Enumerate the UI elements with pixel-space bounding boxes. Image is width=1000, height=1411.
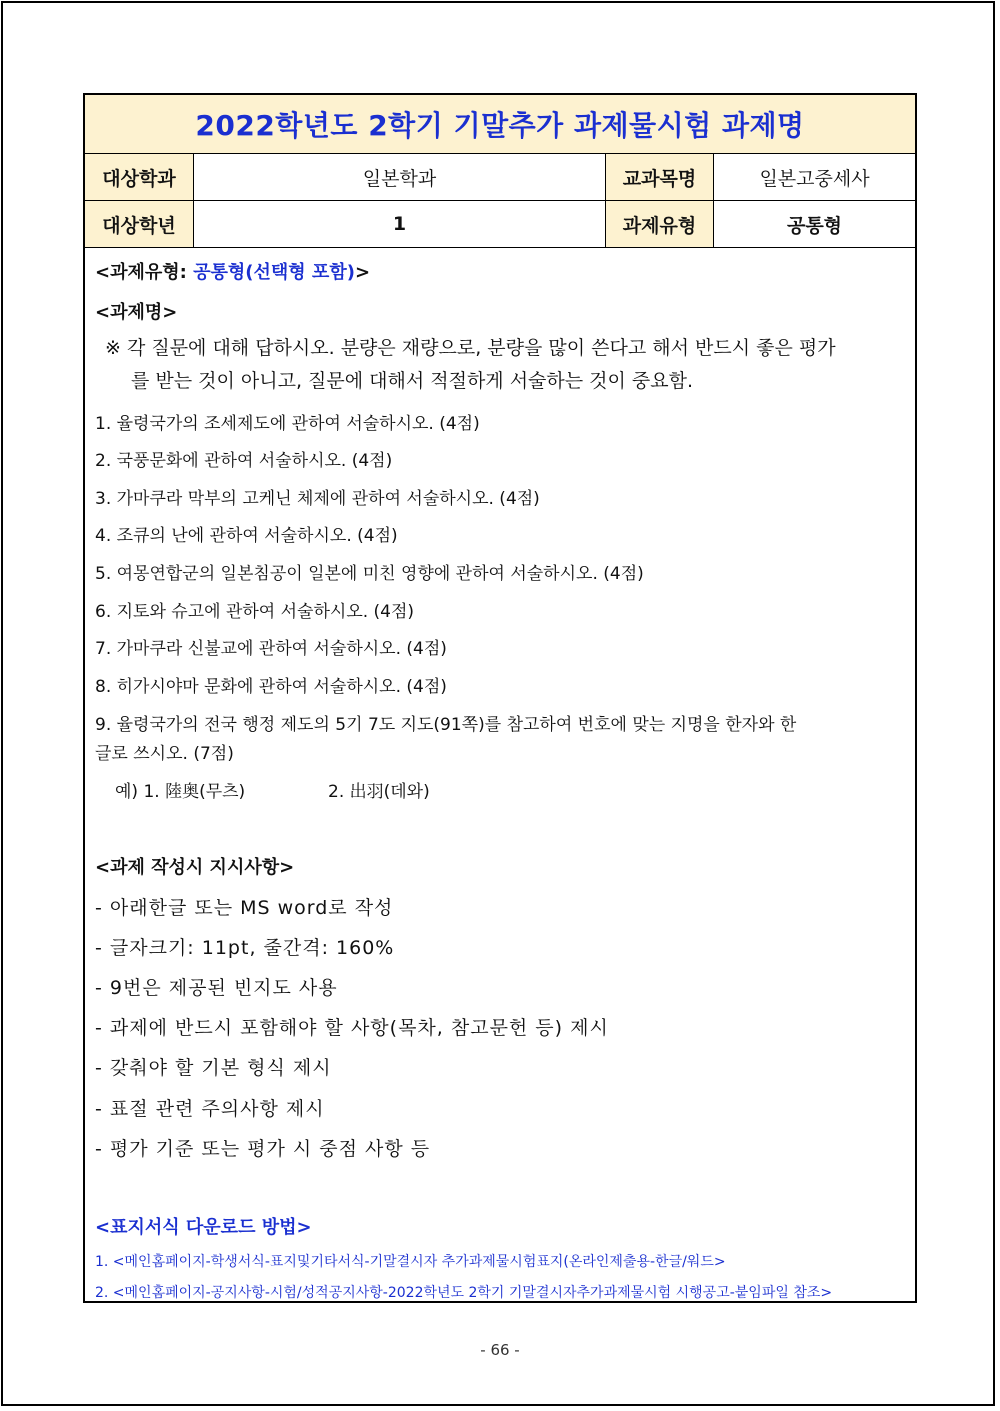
subject-value: 일본고중세사	[759, 167, 870, 190]
instruction-3: - 9번은 제공된 빈지도 사용	[95, 977, 338, 999]
year-label: 대상학년	[85, 201, 194, 247]
type-heading-suffix: >	[354, 262, 371, 283]
instruction-2: - 글자크기: 11pt, 줄간격: 160%	[95, 937, 395, 959]
download-item-1: 1. <메인홈페이지-학생서식-표지및기타서식-기말결시자 추가과제물시험표지(온라인제출용-한글/워드>	[95, 1254, 726, 1270]
question-9-line-1: 9. 율령국가의 전국 행정 제도의 5기 7도 지도(91쪽)를 참고하여 번호에 맞는 지명을 한자와 한	[95, 715, 797, 735]
type-heading	[95, 258, 905, 284]
instruction-5: - 갖춰야 할 기본 형식 제시	[95, 1057, 332, 1079]
dept-label: 대상학과	[85, 154, 194, 200]
instruction-7: - 평가 기준 또는 평가 시 중점 사항 등	[95, 1138, 431, 1160]
question-8: 8. 히가시야마 문화에 관하여 서술하시오. (4점)	[95, 677, 447, 697]
info-row-1	[85, 154, 915, 201]
instruction-4: - 과제에 반드시 포함해야 할 사항(목차, 참고문헌 등) 제시	[95, 1017, 609, 1039]
question-7: 7. 가마쿠라 신불교에 관하여 서술하시오. (4점)	[95, 639, 447, 659]
question-3: 3. 가마쿠라 막부의 고케닌 체제에 관하여 서술하시오. (4점)	[95, 489, 540, 509]
download-item-2: 2. <메인홈페이지-공지사항-시험/성적공지사항-2022학년도 2학기 기말결시자추가과제물시험 시행공고-붙임파일 참조>	[95, 1285, 833, 1301]
type-heading-prefix: <과제유형:	[95, 262, 194, 283]
instruction-6: - 표절 관련 주의사항 제시	[95, 1098, 325, 1120]
question-9-line-2: 글로 쓰시오. (7점)	[95, 744, 234, 764]
page-number: - 66 -	[480, 1341, 520, 1359]
notice	[105, 332, 905, 398]
type-label: 과제유형	[606, 201, 714, 247]
sheet-title: 2022학년도 2학기 기말추가 과제물시험 과제명	[85, 95, 915, 154]
question-4: 4. 조큐의 난에 관하여 서술하시오. (4점)	[95, 526, 398, 546]
task-heading: <과제명>	[95, 302, 178, 323]
instruction-heading: <과제 작성시 지시사항>	[95, 857, 295, 878]
instruction-1: - 아래한글 또는 MS word로 작성	[95, 897, 394, 919]
example-a: 예) 1. 陸奥(무츠)	[115, 782, 246, 802]
dept-value: 일본학과	[194, 154, 606, 200]
question-6: 6. 지토와 슈고에 관하여 서술하시오. (4점)	[95, 602, 415, 622]
assignment-sheet	[83, 93, 917, 1303]
type-heading-value: 공통형(선택형 포함)	[193, 262, 355, 283]
question-2: 2. 국풍문화에 관하여 서술하시오. (4점)	[95, 451, 393, 471]
example-b: 2. 出羽(데와)	[328, 782, 430, 802]
info-row-2	[85, 201, 915, 248]
notice-line-2: 를 받는 것이 아니고, 질문에 대해서 적절하게 서술하는 것이 중요함.	[131, 370, 693, 392]
question-5: 5. 여몽연합군의 일본침공이 일본에 미친 영향에 관하여 서술하시오. (4점)	[95, 564, 644, 584]
notice-line-1: ※ 각 질문에 대해 답하시오. 분량은 재량으로, 분량을 많이 쓴다고 해서 반드시 좋은 평가	[105, 337, 836, 359]
download-heading: <표지서식 다운로드 방법>	[95, 1217, 312, 1238]
question-1: 1. 율령국가의 조세제도에 관하여 서술하시오. (4점)	[95, 414, 480, 434]
subject-label: 교과목명	[606, 154, 714, 200]
year-value: 1	[194, 201, 606, 247]
type-value: 공통형	[786, 214, 843, 237]
